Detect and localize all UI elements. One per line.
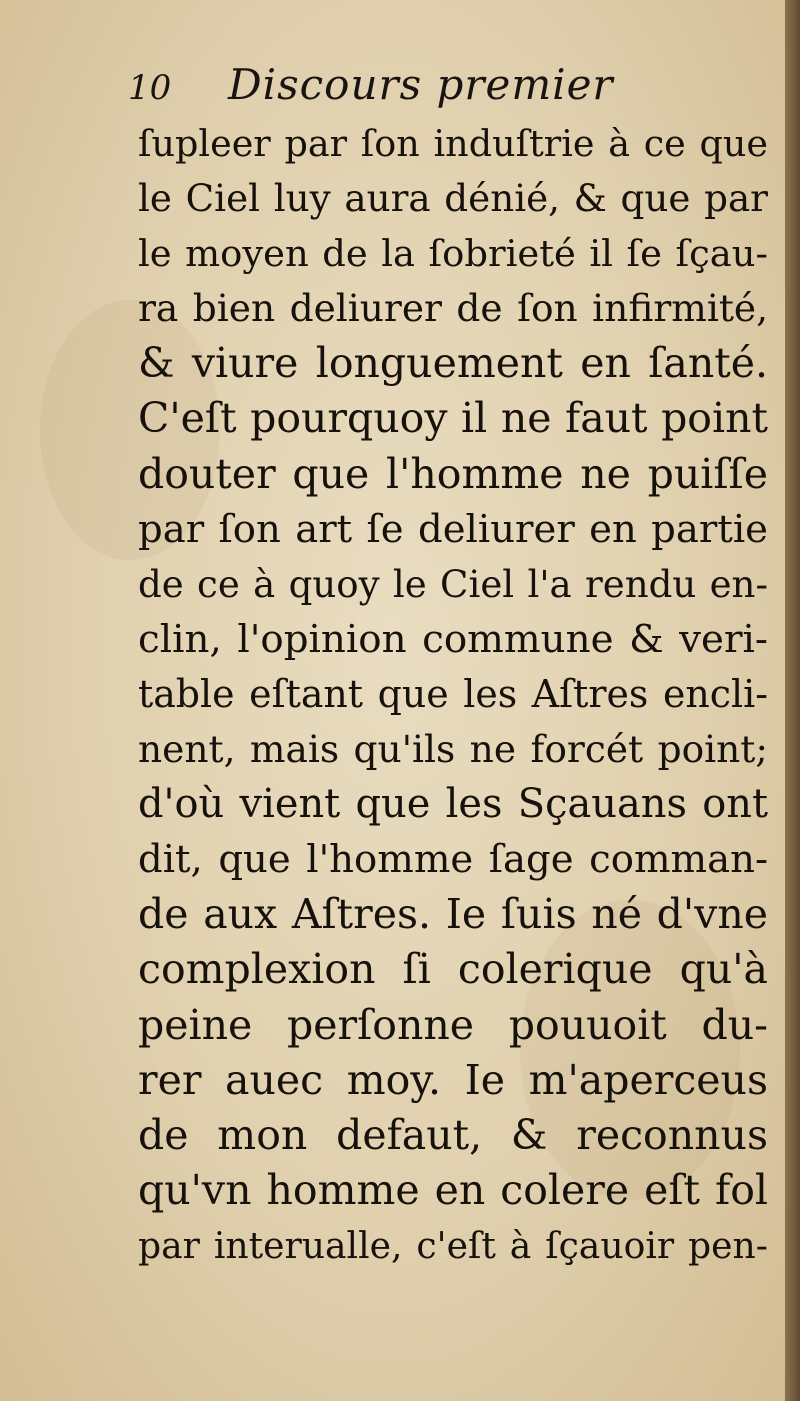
text-line: par interualle, c'eſt à ſçauoir pen- [138,1223,768,1267]
text-line: nent, mais qu'ils ne forcét point; [138,727,768,772]
text-line: le Ciel luy aura dénié, & que par [138,176,768,221]
text-line: de mon defaut, & reconnus [138,1110,768,1159]
text-line: d'où vient que les Sçauans ont [138,781,768,828]
body-text [138,116,768,1273]
page-edge [785,0,800,1401]
text-line: qu'vn homme en colere eſt fol [138,1165,768,1214]
text-line: dit, que l'homme ſage comman- [138,837,768,883]
text-line: complexion ſi colerique qu'à [138,945,768,994]
running-title: Discours premier [228,60,614,109]
text-line: par ſon art ſe deliurer en partie [138,506,768,552]
text-line: ra bien deliurer de ſon infirmité, [138,286,768,331]
text-line: peine perſonne pouuoit du- [138,1000,768,1049]
text-line: C'eſt pourquoy il ne faut point [138,394,768,443]
text-line: clin, l'opinion commune & veri- [138,616,768,662]
page-header [128,60,648,120]
text-line: de ce à quoy le Ciel l'a rendu en- [138,562,768,606]
text-line: & viure longuement en ſanté. [138,339,768,388]
text-line: ſupleer par ſon induſtrie à ce que [138,122,768,165]
page-number: 10 [128,68,172,108]
text-line: le moyen de la ſobrieté il ſe ſçau- [138,232,768,276]
text-line: de aux Aſtres. Ie ſuis né d'vne [138,890,768,939]
text-line: douter que l'homme ne puiſſe [138,449,768,498]
text-line: table eſtant que les Aſtres encli- [138,671,768,716]
text-line: rer auec moy. Ie m'aperceus [138,1055,768,1104]
